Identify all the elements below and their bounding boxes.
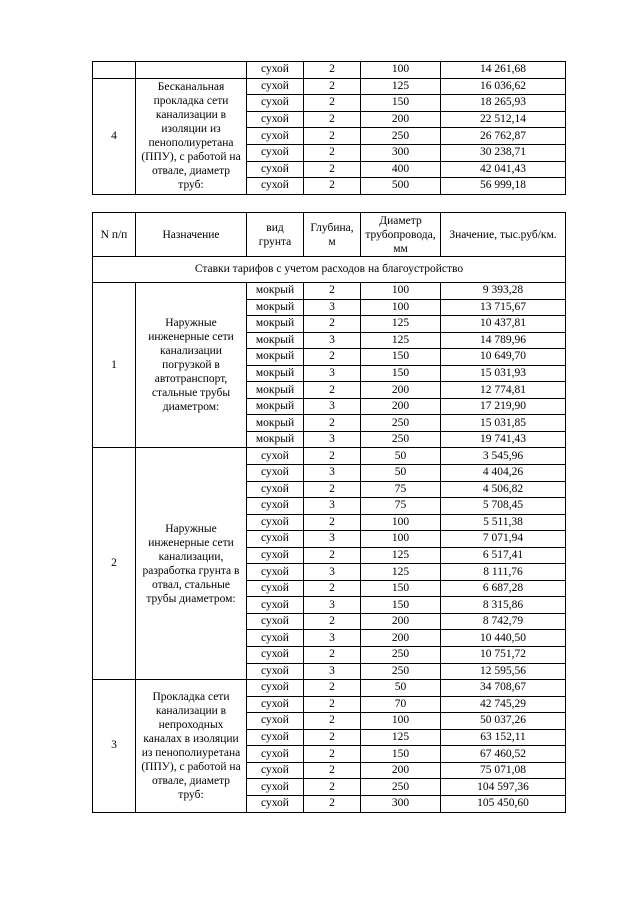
depth-cell: 2 — [304, 349, 361, 366]
depth-cell: 3 — [304, 564, 361, 581]
value-cell: 34 708,67 — [441, 680, 566, 697]
header-num: N п/п — [93, 213, 136, 257]
diameter-cell: 150 — [361, 746, 441, 763]
value-cell: 8 742,79 — [441, 613, 566, 630]
depth-cell: 2 — [304, 647, 361, 664]
header-depth: Глубина, м — [304, 213, 361, 257]
diameter-cell: 400 — [361, 161, 441, 178]
diameter-cell: 100 — [361, 713, 441, 730]
soil-cell: сухой — [247, 680, 304, 697]
soil-cell: сухой — [247, 178, 304, 195]
depth-cell: 3 — [304, 299, 361, 316]
depth-cell: 2 — [304, 283, 361, 300]
diameter-cell: 200 — [361, 111, 441, 128]
depth-cell: 2 — [304, 580, 361, 597]
row-purpose: Наружные инженерные сети канализации погрузкой в автотранспорт, стальные трубы диаметром: — [136, 283, 247, 448]
diameter-cell: 125 — [361, 564, 441, 581]
soil-cell: сухой — [247, 729, 304, 746]
depth-cell: 3 — [304, 498, 361, 515]
value-cell: 18 265,93 — [441, 95, 566, 112]
row-number — [93, 62, 136, 79]
table-row — [93, 448, 566, 465]
depth-cell: 2 — [304, 696, 361, 713]
value-cell: 5 708,45 — [441, 498, 566, 515]
value-cell: 50 037,26 — [441, 713, 566, 730]
value-cell: 7 071,94 — [441, 531, 566, 548]
row-purpose: Бесканальная прокладка сети канализации в изоляции из пенополиуретана (ППУ), с работой на отвале, диаметр труб: — [136, 78, 247, 194]
diameter-cell: 100 — [361, 531, 441, 548]
depth-cell: 2 — [304, 547, 361, 564]
value-cell: 56 999,18 — [441, 178, 566, 195]
soil-cell: мокрый — [247, 299, 304, 316]
row-purpose: Прокладка сети канализации в непроходных каналах в изоляции из пенополиуретана (ППУ), с работой на отвале, диаметр труб: — [136, 680, 247, 812]
value-cell: 10 751,72 — [441, 647, 566, 664]
depth-cell: 2 — [304, 448, 361, 465]
value-cell: 6 687,28 — [441, 580, 566, 597]
soil-cell: сухой — [247, 448, 304, 465]
depth-cell: 3 — [304, 398, 361, 415]
table-row — [93, 680, 566, 697]
value-cell: 17 219,90 — [441, 398, 566, 415]
table-body — [93, 257, 566, 813]
soil-cell: сухой — [247, 663, 304, 680]
diameter-cell: 250 — [361, 647, 441, 664]
value-cell: 6 517,41 — [441, 547, 566, 564]
row-number: 2 — [93, 448, 136, 680]
diameter-cell: 250 — [361, 128, 441, 145]
value-cell: 8 111,76 — [441, 564, 566, 581]
depth-cell: 2 — [304, 62, 361, 79]
depth-cell: 3 — [304, 630, 361, 647]
value-cell: 9 393,28 — [441, 283, 566, 300]
diameter-cell: 125 — [361, 332, 441, 349]
diameter-cell: 150 — [361, 365, 441, 382]
table-header — [93, 213, 566, 257]
depth-cell: 2 — [304, 415, 361, 432]
value-cell: 42 041,43 — [441, 161, 566, 178]
table-row — [93, 62, 566, 79]
value-cell: 104 597,36 — [441, 779, 566, 796]
soil-cell: сухой — [247, 713, 304, 730]
depth-cell: 2 — [304, 795, 361, 812]
diameter-cell: 150 — [361, 597, 441, 614]
depth-cell: 2 — [304, 78, 361, 95]
depth-cell: 2 — [304, 713, 361, 730]
depth-cell: 2 — [304, 481, 361, 498]
value-cell: 22 512,14 — [441, 111, 566, 128]
row-number: 3 — [93, 680, 136, 812]
value-cell: 16 036,62 — [441, 78, 566, 95]
header-value: Значение, тыс.руб/км. — [441, 213, 566, 257]
depth-cell: 2 — [304, 514, 361, 531]
depth-cell: 3 — [304, 431, 361, 448]
value-cell: 30 238,71 — [441, 144, 566, 161]
soil-cell: мокрый — [247, 332, 304, 349]
depth-cell: 2 — [304, 382, 361, 399]
value-cell: 14 261,68 — [441, 62, 566, 79]
value-cell: 10 649,70 — [441, 349, 566, 366]
diameter-cell: 75 — [361, 481, 441, 498]
value-cell: 10 440,50 — [441, 630, 566, 647]
diameter-cell: 50 — [361, 448, 441, 465]
value-cell: 19 741,43 — [441, 431, 566, 448]
soil-cell: сухой — [247, 580, 304, 597]
depth-cell: 2 — [304, 161, 361, 178]
soil-cell: сухой — [247, 481, 304, 498]
diameter-cell: 200 — [361, 398, 441, 415]
value-cell: 15 031,85 — [441, 415, 566, 432]
value-cell: 13 715,67 — [441, 299, 566, 316]
value-cell: 5 511,38 — [441, 514, 566, 531]
soil-cell: сухой — [247, 779, 304, 796]
soil-cell: сухой — [247, 78, 304, 95]
soil-cell: сухой — [247, 647, 304, 664]
diameter-cell: 250 — [361, 431, 441, 448]
depth-cell: 2 — [304, 128, 361, 145]
depth-cell: 3 — [304, 465, 361, 482]
soil-cell: мокрый — [247, 283, 304, 300]
depth-cell: 2 — [304, 762, 361, 779]
soil-cell: сухой — [247, 62, 304, 79]
soil-cell: мокрый — [247, 415, 304, 432]
diameter-cell: 125 — [361, 78, 441, 95]
value-cell: 12 595,56 — [441, 663, 566, 680]
diameter-cell: 500 — [361, 178, 441, 195]
value-cell: 14 789,96 — [441, 332, 566, 349]
soil-cell: сухой — [247, 630, 304, 647]
diameter-cell: 100 — [361, 62, 441, 79]
diameter-cell: 300 — [361, 144, 441, 161]
depth-cell: 2 — [304, 680, 361, 697]
value-cell: 3 545,96 — [441, 448, 566, 465]
depth-cell: 2 — [304, 111, 361, 128]
soil-cell: мокрый — [247, 382, 304, 399]
diameter-cell: 50 — [361, 465, 441, 482]
soil-cell: сухой — [247, 128, 304, 145]
diameter-cell: 100 — [361, 283, 441, 300]
diameter-cell: 125 — [361, 729, 441, 746]
soil-cell: мокрый — [247, 349, 304, 366]
depth-cell: 3 — [304, 365, 361, 382]
row-number: 1 — [93, 283, 136, 448]
diameter-cell: 250 — [361, 779, 441, 796]
table-row — [93, 283, 566, 300]
diameter-cell: 125 — [361, 547, 441, 564]
diameter-cell: 70 — [361, 696, 441, 713]
value-cell: 105 450,60 — [441, 795, 566, 812]
row-purpose: Наружные инженерные сети канализации, разработка грунта в отвал, стальные трубы диаметром: — [136, 448, 247, 680]
depth-cell: 3 — [304, 531, 361, 548]
diameter-cell: 300 — [361, 795, 441, 812]
diameter-cell: 150 — [361, 95, 441, 112]
diameter-cell: 100 — [361, 514, 441, 531]
diameter-cell: 200 — [361, 382, 441, 399]
soil-cell: сухой — [247, 795, 304, 812]
value-cell: 42 745,29 — [441, 696, 566, 713]
depth-cell: 2 — [304, 316, 361, 333]
depth-cell: 2 — [304, 95, 361, 112]
diameter-cell: 125 — [361, 316, 441, 333]
row-purpose — [136, 62, 247, 79]
depth-cell: 3 — [304, 597, 361, 614]
diameter-cell: 100 — [361, 299, 441, 316]
tariff-table — [92, 212, 566, 813]
soil-cell: сухой — [247, 547, 304, 564]
soil-cell: сухой — [247, 95, 304, 112]
value-cell: 63 152,11 — [441, 729, 566, 746]
value-cell: 15 031,93 — [441, 365, 566, 382]
depth-cell: 2 — [304, 613, 361, 630]
diameter-cell: 150 — [361, 349, 441, 366]
value-cell: 4 404,26 — [441, 465, 566, 482]
diameter-cell: 50 — [361, 680, 441, 697]
soil-cell: сухой — [247, 514, 304, 531]
depth-cell: 2 — [304, 729, 361, 746]
header-diameter: Диаметр трубопровода, мм — [361, 213, 441, 257]
value-cell: 10 437,81 — [441, 316, 566, 333]
soil-cell: мокрый — [247, 365, 304, 382]
diameter-cell: 250 — [361, 415, 441, 432]
soil-cell: сухой — [247, 564, 304, 581]
header-soil: вид грунта — [247, 213, 304, 257]
diameter-cell: 150 — [361, 580, 441, 597]
diameter-cell: 250 — [361, 663, 441, 680]
soil-cell: сухой — [247, 696, 304, 713]
soil-cell: сухой — [247, 762, 304, 779]
soil-cell: мокрый — [247, 431, 304, 448]
value-cell: 12 774,81 — [441, 382, 566, 399]
depth-cell: 3 — [304, 332, 361, 349]
soil-cell: сухой — [247, 111, 304, 128]
diameter-cell: 200 — [361, 630, 441, 647]
soil-cell: мокрый — [247, 398, 304, 415]
row-number: 4 — [93, 78, 136, 194]
table-row — [93, 78, 566, 95]
continuation-body — [93, 62, 566, 195]
soil-cell: сухой — [247, 498, 304, 515]
depth-cell: 3 — [304, 663, 361, 680]
value-cell: 26 762,87 — [441, 128, 566, 145]
value-cell: 8 315,86 — [441, 597, 566, 614]
depth-cell: 2 — [304, 779, 361, 796]
soil-cell: сухой — [247, 144, 304, 161]
depth-cell: 2 — [304, 144, 361, 161]
header-purpose: Назначение — [136, 213, 247, 257]
soil-cell: сухой — [247, 597, 304, 614]
section-title: Ставки тарифов с учетом расходов на благоустройство — [93, 257, 566, 283]
diameter-cell: 200 — [361, 613, 441, 630]
diameter-cell: 200 — [361, 762, 441, 779]
soil-cell: сухой — [247, 465, 304, 482]
value-cell: 4 506,82 — [441, 481, 566, 498]
soil-cell: сухой — [247, 531, 304, 548]
soil-cell: сухой — [247, 746, 304, 763]
depth-cell: 2 — [304, 746, 361, 763]
tariff-table-continuation — [92, 61, 566, 195]
diameter-cell: 75 — [361, 498, 441, 515]
soil-cell: мокрый — [247, 316, 304, 333]
soil-cell: сухой — [247, 613, 304, 630]
depth-cell: 2 — [304, 178, 361, 195]
value-cell: 67 460,52 — [441, 746, 566, 763]
soil-cell: сухой — [247, 161, 304, 178]
value-cell: 75 071,08 — [441, 762, 566, 779]
